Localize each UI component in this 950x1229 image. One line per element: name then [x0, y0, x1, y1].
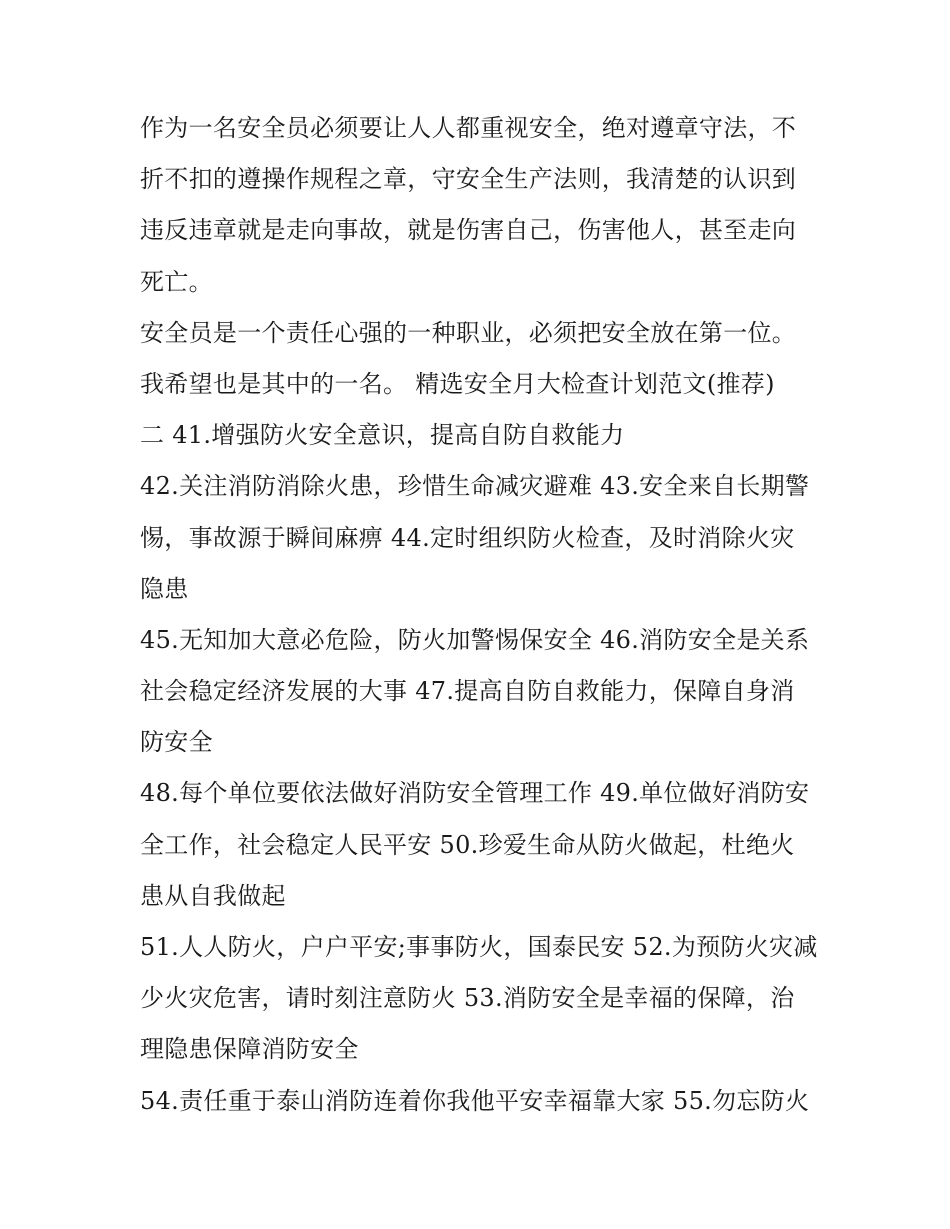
text-line: 社会稳定经济发展的大事 47.提高自防自救能力，保障自身消 — [140, 677, 795, 706]
document-page — [140, 103, 820, 1127]
text-line: 51.人人防火，户户平安;事事防火，国泰民安 52.为预防火灾减 — [140, 933, 818, 961]
text-line: 违反违章就是走向事故，就是伤害自己，伤害他人，甚至走向 — [140, 216, 797, 245]
text-line: 45.无知加大意必危险，防火加警惕保安全 46.消防安全是关系 — [140, 625, 810, 654]
text-line: 隐患 — [140, 574, 189, 603]
text-line: 我希望也是其中的一名。 精选安全月大检查计划范文(推荐) — [140, 369, 775, 398]
text-line: 少火灾危害，请时刻注意防火 53.消防安全是幸福的保障，治 — [140, 984, 795, 1013]
text-line: 安全员是一个责任心强的一种职业，必须把安全放在第一位。 — [140, 318, 797, 347]
text-line: 48.每个单位要依法做好消防安全管理工作 49.单位做好消防安 — [140, 779, 810, 808]
text-line: 二 41.增强防火安全意识，提高自防自救能力 — [140, 421, 625, 450]
text-line: 惕，事故源于瞬间麻痹 44.定时组织防火检查，及时消除火灾 — [140, 523, 795, 552]
text-line: 作为一名安全员必须要让人人都重视安全，绝对遵章守法，不 — [140, 114, 797, 142]
text-line: 防安全 — [140, 728, 213, 757]
text-line: 42.关注消防消除火患，珍惜生命减灾避难 43.安全来自长期警 — [140, 472, 810, 501]
text-line: 死亡。 — [140, 267, 213, 296]
text-line: 患从自我做起 — [140, 881, 286, 910]
text-line: 全工作，社会稳定人民平安 50.珍爱生命从防火做起，杜绝火 — [140, 830, 795, 859]
text-line: 折不扣的遵操作规程之章，守安全生产法则，我清楚的认识到 — [140, 165, 797, 194]
text-line: 54.责任重于泰山消防连着你我他平安幸福靠大家 55.勿忘防火 — [140, 1086, 810, 1115]
text-line: 理隐患保障消防安全 — [140, 1035, 359, 1064]
